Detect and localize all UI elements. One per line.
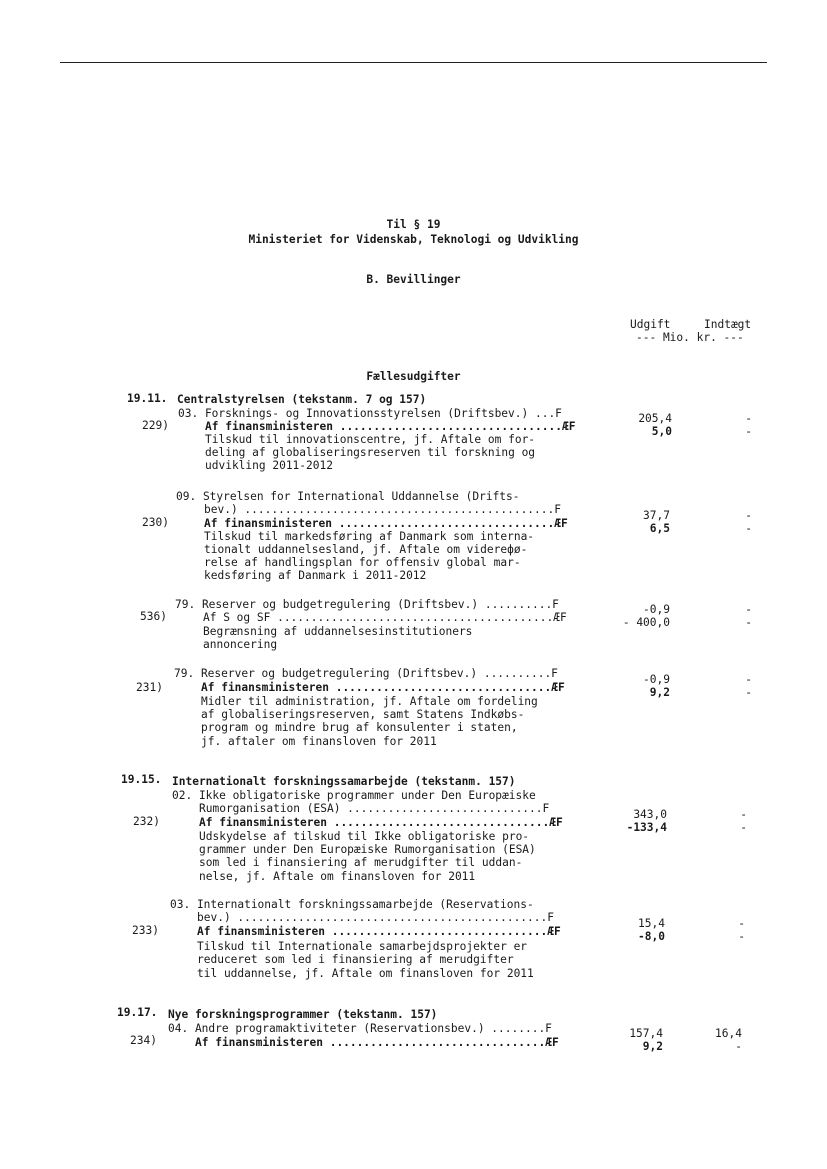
entry-af-label: Af finansministeren ................................ÆF [195,1036,559,1049]
entry-number: 230) [142,516,169,529]
entry-desc: reduceret som led i finansiering af merudgifter [197,953,514,966]
udgift-value: 5,0 [651,425,672,438]
section-id: 19.17. [117,1006,158,1019]
entry-desc: nelse, jf. Aftale om finansloven for 2011 [199,870,476,883]
entry-line: Rumorganisation (ESA) .............................F [199,802,550,815]
udgift-value: -0,9 [643,603,670,616]
entry-desc: jf. aftaler om finansloven for 2011 [201,735,437,748]
entry-line: 04. Andre programaktiviteter (Reservationsbev.) ........F [168,1022,552,1035]
entry-af-label: Af finansministeren ................................ÆF [204,517,568,530]
entry-desc: som led i finansiering af merudgifter til uddan- [199,856,523,869]
udgift-value: - 400,0 [622,616,670,629]
ministry-title: Ministeriet for Videnskab, Teknologi og Udvikling [248,233,579,246]
entry-desc: tionalt uddannelsesland, jf. Aftale om videreфø- [204,543,528,556]
udgift-value: 157,4 [629,1027,663,1040]
indtaegt-value: - [745,509,752,522]
entry-number: 232) [133,815,160,828]
entry-desc: til uddannelse, jf. Aftale om finansloven for 2011 [197,967,534,980]
top-rule [60,62,767,63]
entry-line: 03. Internationalt forskningssamarbejde (Reservations- [170,898,534,911]
udgift-value: 343,0 [633,808,667,821]
indtaegt-value: - [745,686,752,699]
group-title: Fællesudgifter [366,370,461,383]
entry-number: 536) [140,610,167,623]
entry-desc: Udskydelse af tilskud til Ikke obligatoriske pro- [199,830,530,843]
section-heading: Nye forskningsprogrammer (tekstanm. 157) [168,1008,438,1021]
entry-line: 02. Ikke obligatoriske programmer under Den Europæiske [172,789,536,802]
udgift-value: 9,2 [649,686,670,699]
section-heading: Centralstyrelsen (tekstanm. 7 og 157) [177,393,427,406]
section-title: B. Bevillinger [366,273,461,286]
entry-line: bev.) ..............................................F [197,911,554,924]
indtaegt-value: - [745,425,752,438]
entry-number: 234) [130,1034,157,1047]
entry-desc: Midler til administration, jf. Aftale om fordeling [201,695,538,708]
entry-line: 09. Styrelsen for International Uddannelse (Drifts- [176,490,520,503]
entry-af-label: Af finansministeren ................................ÆF [201,681,565,694]
indtaegt-value: - [745,673,752,686]
entry-number: 229) [142,419,169,432]
udgift-value: 6,5 [649,522,670,535]
indtaegt-value: - [745,412,752,425]
entry-number: 231) [136,681,163,694]
section-id: 19.11. [127,392,168,405]
indtaegt-value: - [738,930,745,943]
udgift-value: 37,7 [643,509,670,522]
entry-af-label: Af finansministeren ................................ÆF [197,925,561,938]
entry-desc: Tilskud til innovationscentre, jf. Aftale om for- [205,433,536,446]
column-unit: --- Mio. kr. --- [636,331,744,344]
entry-desc: relse af handlingsplan for offensiv global mar- [204,556,521,569]
entry-desc: Tilskud til markedsføring af Danmark som interna- [204,530,535,543]
udgift-value: 205,4 [638,412,672,425]
udgift-value: -133,4 [626,821,667,834]
entry-af-label: Af S og SF .........................................ÆF [203,611,567,624]
entry-line: 03. Forsknings- og Innovationsstyrelsen (Driftsbev.) ...F [178,407,562,420]
indtaegt-value: - [745,616,752,629]
indtaegt-value: - [738,917,745,930]
entry-af-label: Af finansministeren .................................ÆF [205,420,576,433]
udgift-value: -8,0 [638,930,665,943]
indtaegt-value: - [740,808,747,821]
column-header-indtaegt: Indtægt [704,318,752,331]
udgift-value: -0,9 [643,673,670,686]
indtaegt-value: 16,4 [715,1027,742,1040]
column-header-udgift: Udgift [630,318,671,331]
entry-line: bev.) ..............................................F [204,503,561,516]
entry-line: 79. Reserver og budgetregulering (Driftsbev.) ..........F [174,667,558,680]
entry-desc: Tilskud til Internationale samarbejdsprojekter er [197,940,528,953]
entry-desc: annoncering [203,638,278,651]
entry-desc: udvikling 2011-2012 [205,459,333,472]
entry-desc: Begrænsning af uddannelsesinstitutioners [203,625,473,638]
entry-number: 233) [132,924,159,937]
indtaegt-value: - [745,603,752,616]
indtaegt-value: - [735,1040,742,1053]
udgift-value: 9,2 [642,1040,663,1053]
udgift-value: 15,4 [638,917,665,930]
section-id: 19.15. [121,773,162,786]
section-heading: Internationalt forskningssamarbejde (tekstanm. 157) [172,775,516,788]
entry-desc: af globaliseringsreserven, samt Statens Indkøbs- [201,708,525,721]
entry-desc: program og mindre brug af konsulenter i staten, [201,721,518,734]
entry-line: 79. Reserver og budgetregulering (Driftsbev.) ..........F [175,598,559,611]
page-title: Til § 19 [386,218,441,231]
entry-af-label: Af finansministeren ................................ÆF [199,816,563,829]
indtaegt-value: - [745,522,752,535]
entry-desc: grammer under Den Europæiske Rumorganisation (ESA) [199,843,536,856]
indtaegt-value: - [740,821,747,834]
entry-desc: deling af globaliseringsreserven til forskning og [205,446,536,459]
entry-desc: kedsføring af Danmark i 2011-2012 [204,569,427,582]
